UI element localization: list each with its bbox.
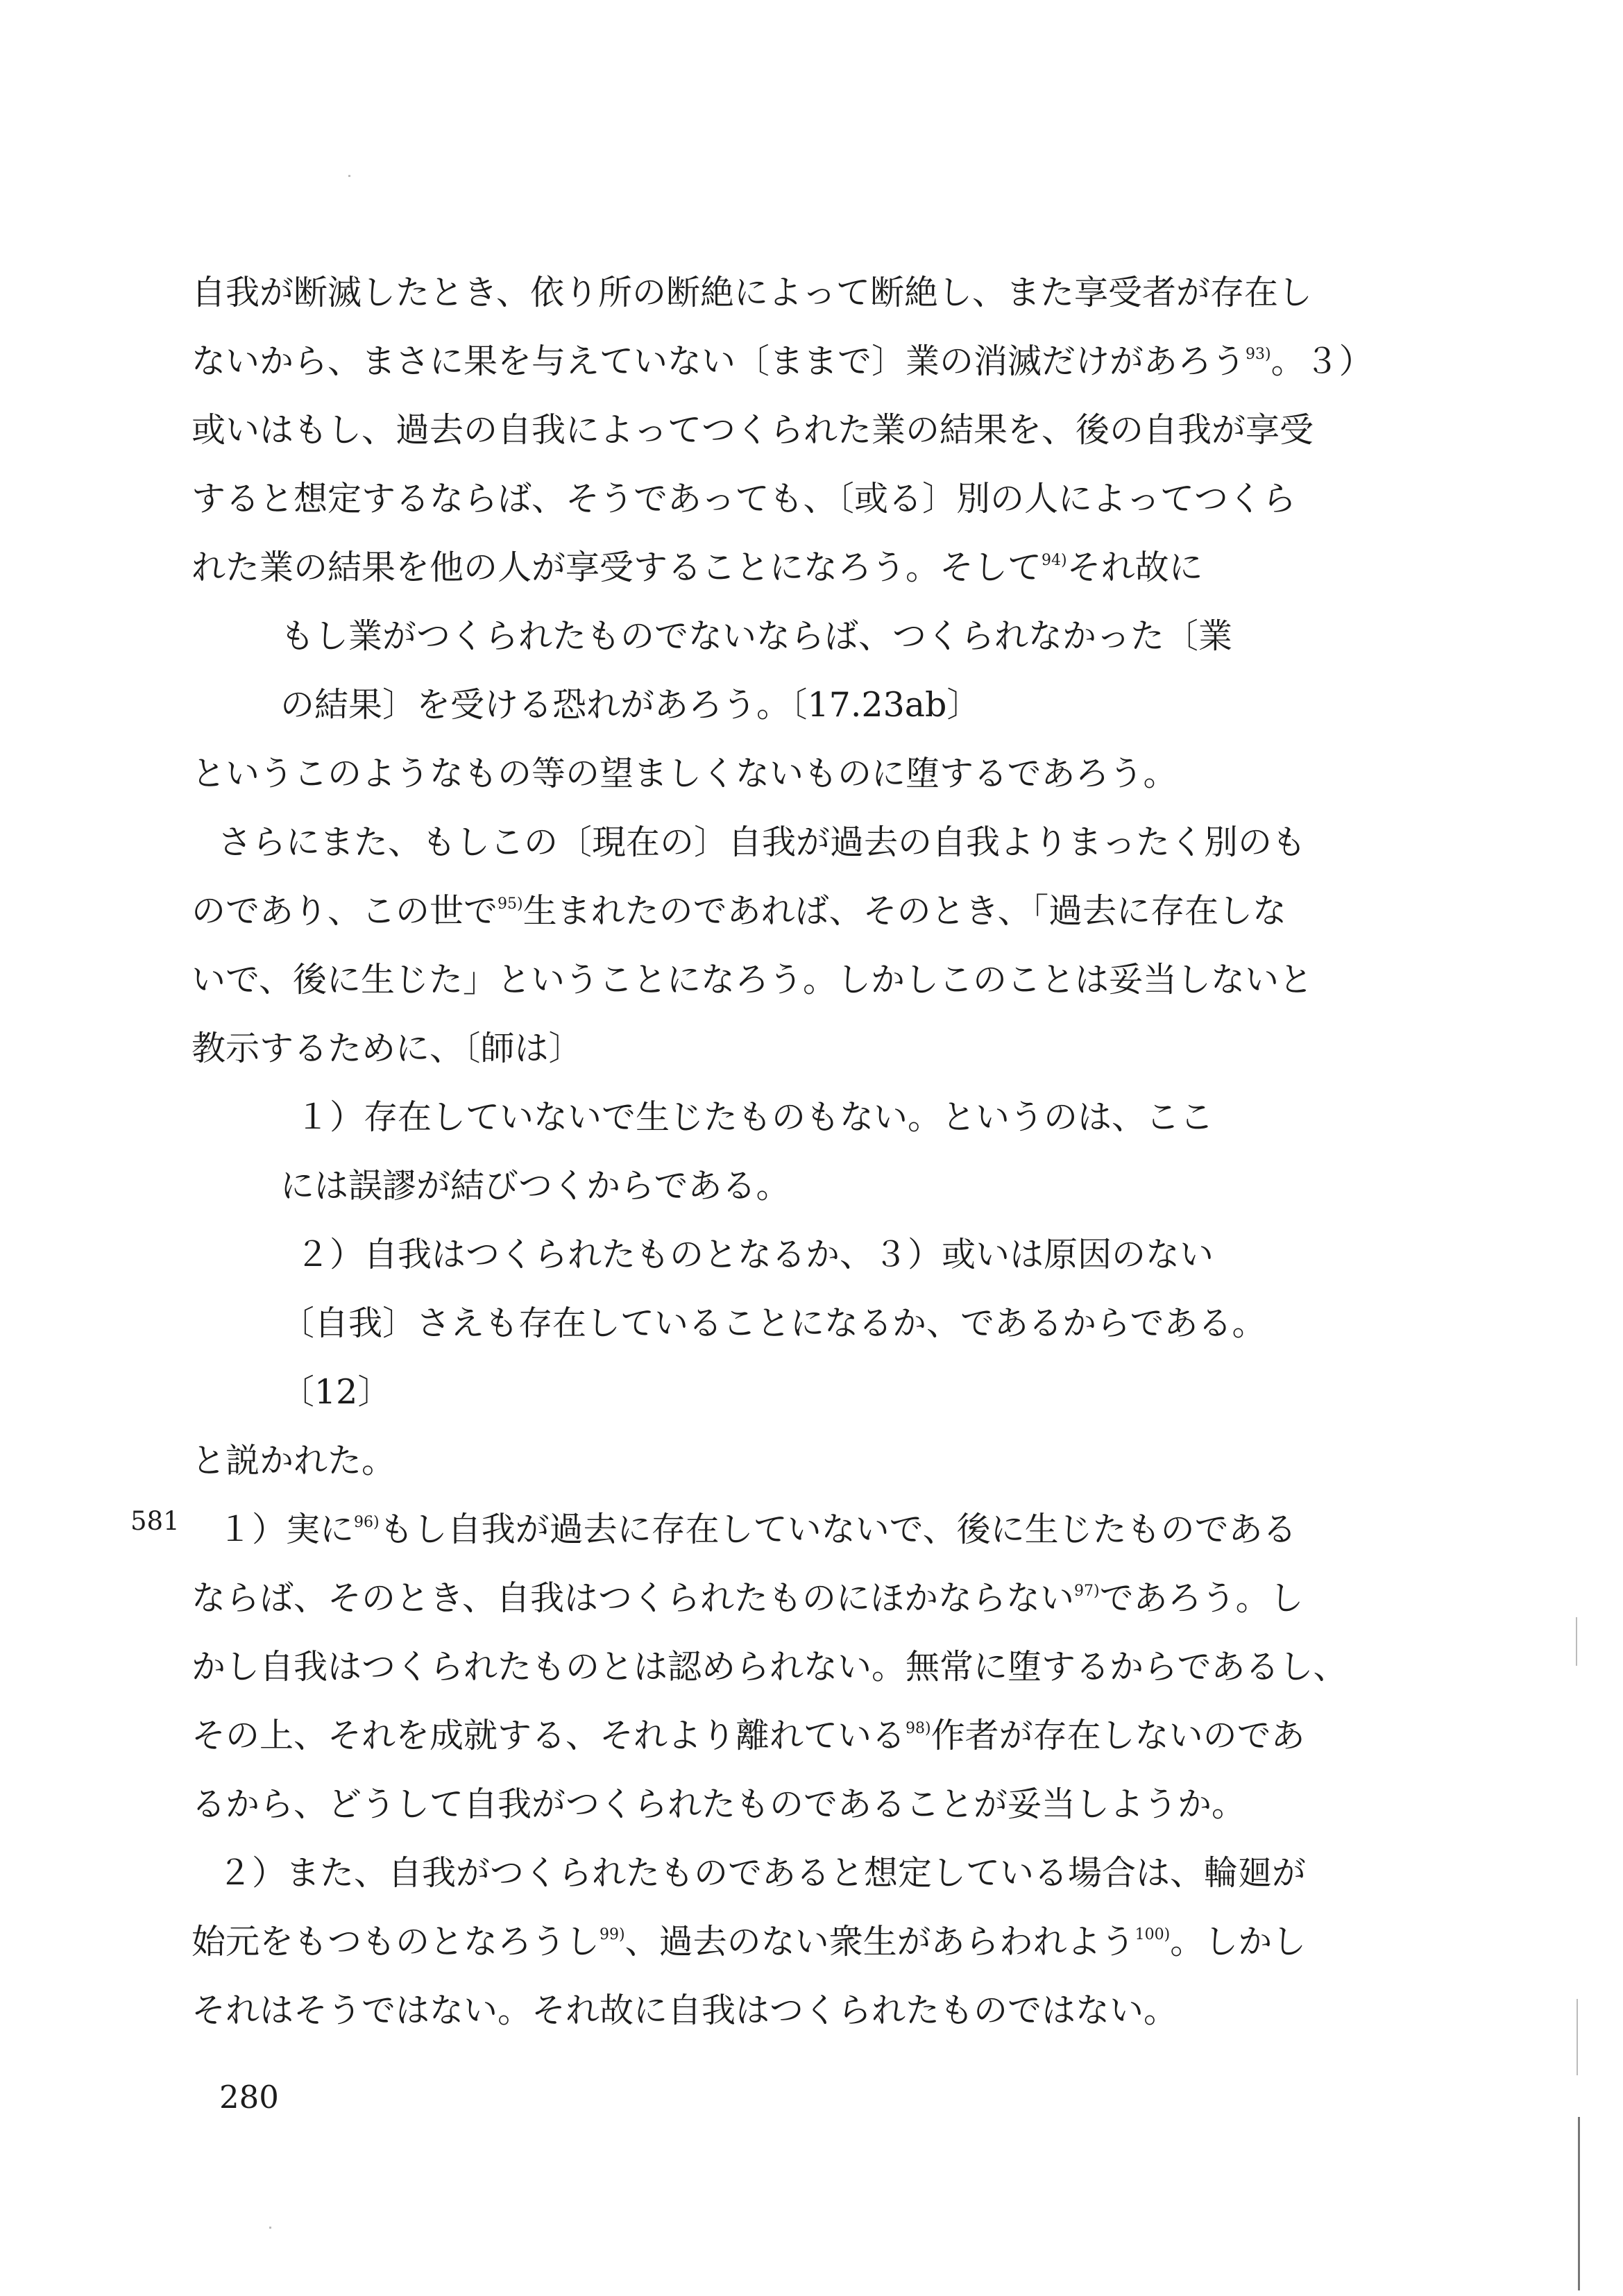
text-line <box>192 403 1314 458</box>
footnote-marker: 95) <box>498 895 523 913</box>
footnote-marker: 100) <box>1135 1926 1171 1943</box>
text-segment: ２）自我はつくられたものとなるか、３）或いは原因のない <box>296 1235 1214 1274</box>
footnote-marker: 98) <box>906 1720 931 1737</box>
footnote-marker: 96) <box>354 1514 380 1531</box>
text-segment: すると想定するならば、そうであっても、〔或る〕別の人によってつくら <box>192 479 1297 518</box>
text-segment: には誤謬が結びつくからである。 <box>280 1166 790 1206</box>
verse-line <box>280 1296 1266 1351</box>
verse-line <box>280 677 980 733</box>
text-segment: 始元をもつものとなろうし <box>192 1922 600 1961</box>
text-segment: 或いはもし、過去の自我によってつくられた業の結果を、後の自我が享受 <box>192 410 1314 450</box>
text-line <box>192 1708 1305 1764</box>
text-segment: 、過去のない衆生があらわれよう <box>624 1922 1135 1961</box>
scan-speck <box>269 2227 271 2229</box>
text-segment: と説かれた。 <box>192 1441 396 1480</box>
verse-line <box>280 1365 391 1420</box>
text-segment: １）実に <box>218 1510 355 1549</box>
text-segment: のであり、この世で <box>192 891 498 931</box>
text-segment: 。しかし <box>1170 1922 1307 1961</box>
text-segment: それ故に <box>1067 548 1203 587</box>
text-segment: １）存在していないで生じたものもない。というのは、ここ <box>296 1097 1214 1137</box>
text-segment: れた業の結果を他の人が享受することになろう。そして <box>192 548 1042 587</box>
text-line <box>192 265 1312 321</box>
text-segment: 自我が断滅したとき、依り所の断絶によって断絶し、また享受者が存在し <box>192 273 1313 312</box>
text-segment: の結果〕を受ける恐れがあろう。〔17.23ab〕 <box>280 685 981 725</box>
text-segment: ２）また、自我がつくられたものであると想定している場合は、輪廻が <box>218 1853 1307 1893</box>
text-line <box>192 334 1373 389</box>
text-segment: ならば、そのとき、自我はつくられたものにほかならない <box>192 1578 1075 1618</box>
scan-mark <box>1578 2117 1580 2290</box>
text-line <box>192 1777 1246 1832</box>
text-segment: もし業がつくられたものでないならば、つくられなかった〔業 <box>280 616 1233 656</box>
text-line <box>218 815 1306 870</box>
verse-line <box>280 1158 790 1214</box>
text-segment: であろう。し <box>1099 1578 1304 1618</box>
verse-line <box>280 609 1232 664</box>
text-segment: 〔12〕 <box>280 1372 392 1412</box>
text-line <box>192 884 1286 939</box>
text-line <box>218 1846 1306 1901</box>
footnote-marker: 97) <box>1074 1582 1100 1600</box>
text-line <box>192 952 1313 1008</box>
text-segment: 作者が存在しないのであ <box>931 1716 1305 1755</box>
scan-mark <box>1577 1999 1578 2075</box>
margin-number: 581 <box>130 1506 180 1536</box>
footnote-marker: 99) <box>600 1926 625 1943</box>
text-segment: ないから、まさに果を与えていない〔ままで〕業の消滅だけがあろう <box>192 341 1246 381</box>
text-segment: その上、それを成就する、それより離れている <box>192 1716 906 1755</box>
text-line <box>218 1502 1297 1558</box>
text-segment: それはそうではない。それ故に自我はつくられたものではない。 <box>192 1991 1178 2030</box>
text-segment: 教示するために、〔師は〕 <box>192 1029 583 1068</box>
text-segment: 。３） <box>1271 341 1373 381</box>
text-line <box>192 1983 1178 2038</box>
text-line <box>192 746 1178 802</box>
text-segment: いで、後に生じた」ということになろう。しかしこのことは妥当しないと <box>192 960 1314 999</box>
text-line <box>192 1914 1306 1970</box>
text-segment: かし自我はつくられたものとは認められない。無常に堕するからであるし、 <box>192 1647 1348 1687</box>
text-line <box>192 1021 583 1077</box>
text-segment: 生まれたのであれば、そのとき、「過去に存在しな <box>522 891 1287 931</box>
footnote-marker: 93) <box>1246 346 1271 363</box>
text-segment: るから、どうして自我がつくられたものであることが妥当しようか。 <box>192 1784 1246 1824</box>
scan-speck <box>348 175 350 177</box>
text-line <box>192 471 1296 527</box>
footnote-marker: 94) <box>1042 552 1067 569</box>
text-segment: もし自我が過去に存在していないで、後に生じたものである <box>379 1510 1297 1549</box>
page-number: 280 <box>219 2079 279 2116</box>
verse-line <box>296 1227 1214 1283</box>
text-segment: さらにまた、もしこの〔現在の〕自我が過去の自我よりまったく別のも <box>218 822 1307 862</box>
text-line <box>192 1571 1304 1626</box>
text-segment: というこのようなもの等の望ましくないものに堕するであろう。 <box>192 754 1178 793</box>
text-line <box>192 540 1203 596</box>
verse-line <box>296 1090 1214 1145</box>
text-line <box>192 1433 396 1489</box>
text-line <box>192 1639 1348 1695</box>
text-segment: 〔自我〕さえも存在していることになるか、であるからである。 <box>280 1303 1266 1343</box>
scan-mark <box>1576 1617 1577 1666</box>
